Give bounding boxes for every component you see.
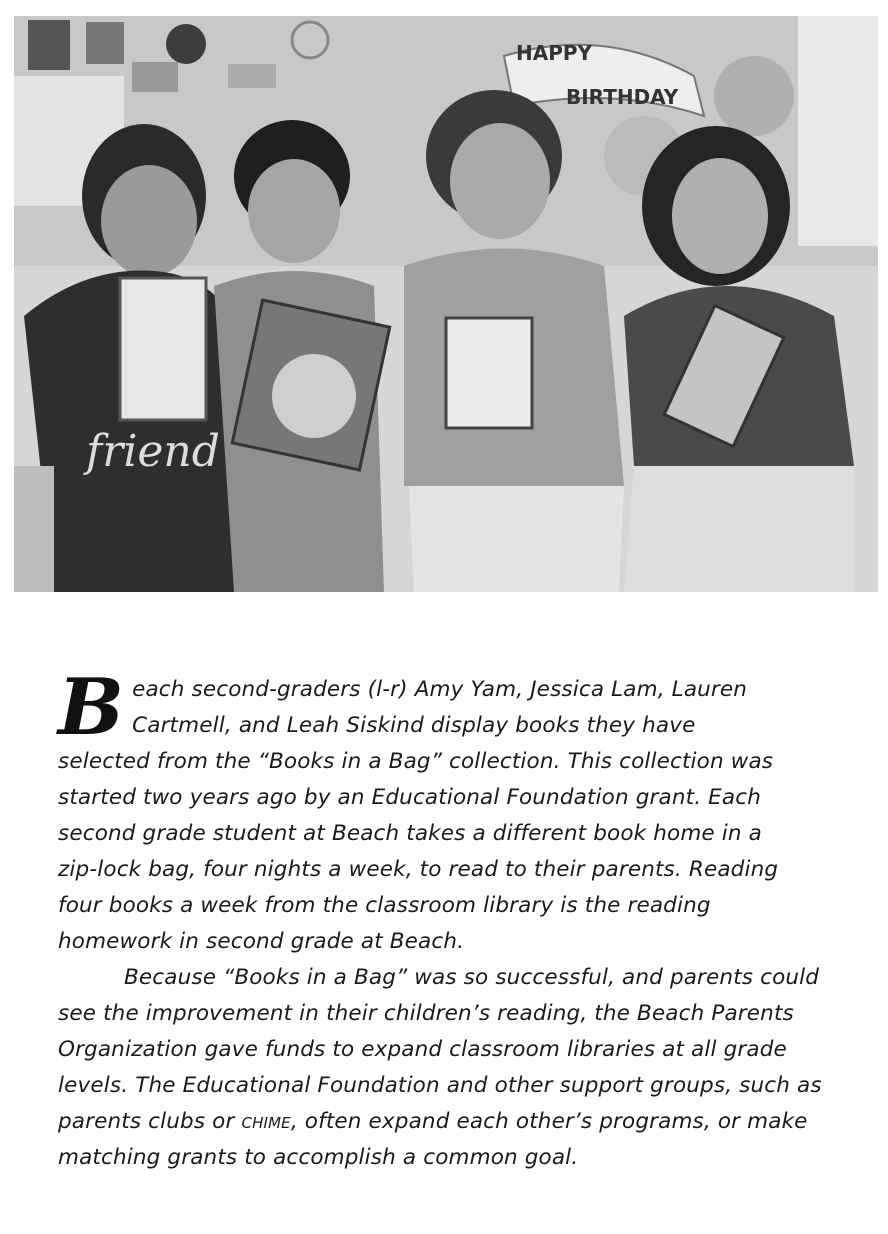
caption-line: zip-lock bag, four nights a week, to read to their parents. Reading (58, 857, 779, 882)
p2-text-1: Because “Books in a Bag” was so successful, and parents could see the improvement in their children’s reading, the Beach Parents Organization gave funds to expand classroom libraries at all grade levels. The Educational Foundation and other support groups, such as parents clubs or (58, 965, 822, 1134)
caption-paragraph-2 (58, 960, 848, 1176)
number-chart (798, 16, 878, 246)
classroom-photo (14, 16, 878, 592)
p2-text-2: , often expand each other’s programs, or make matching grants to accomplish a common goal. (58, 1109, 808, 1170)
book-3 (446, 318, 532, 428)
caption-line: homework in second grade at Beach. (58, 929, 465, 954)
caption-line: four books a week from the classroom library is the reading (58, 893, 711, 918)
sweater-text: friend (86, 426, 220, 477)
caption-line: selected from the “Books in a Bag” collection. This collection was (58, 749, 774, 774)
drop-cap: B (58, 662, 125, 753)
photo-illustration (14, 16, 878, 592)
apple-decoration (166, 24, 206, 64)
banner-birthday: BIRTHDAY (566, 85, 679, 109)
wall-picture (28, 20, 70, 70)
caption-line: each second-graders (l-r) Amy Yam, Jessica Lam, Lauren (132, 677, 748, 702)
caption (58, 662, 848, 1176)
chime-acronym: chime (241, 1109, 291, 1134)
caption-line: Cartmell, and Leah Siskind display books they have (132, 713, 696, 738)
book-1 (120, 278, 206, 420)
caption-line: started two years ago by an Educational Foundation grant. Each (58, 785, 761, 810)
caption-line: second grade student at Beach takes a different book home in a (58, 821, 762, 846)
banner-happy: HAPPY (516, 41, 593, 65)
caption-paragraph-1 (58, 662, 848, 960)
